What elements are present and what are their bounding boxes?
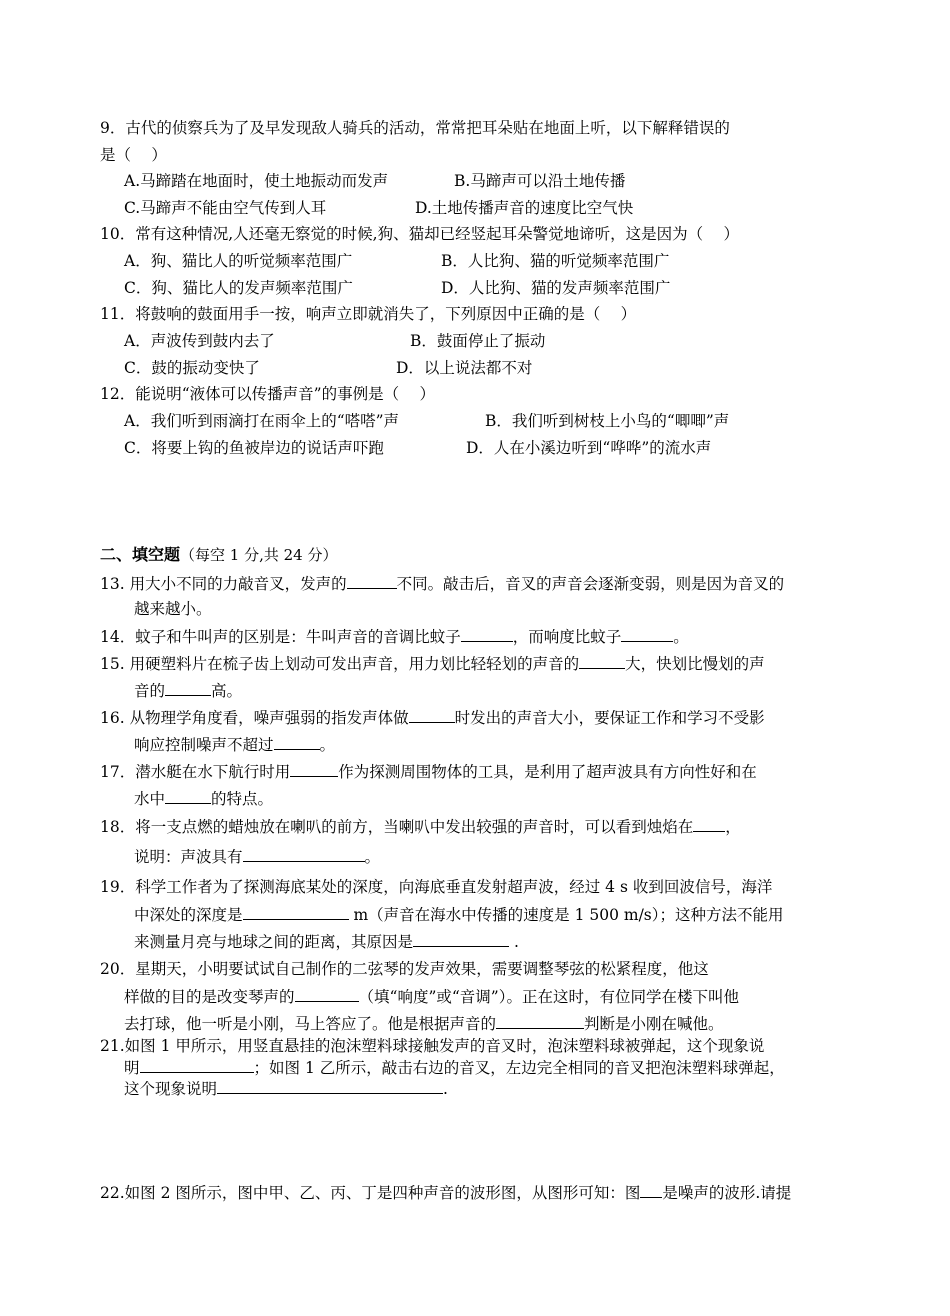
q13-line1 [100, 572, 784, 595]
q22-text-1: 22.如图 2 图所示，图中甲、乙、丙、丁是四种声音的波形图，从图形可知：图 [100, 1184, 641, 1202]
q18-text-2: ， [725, 818, 741, 836]
q21-text-1: 21.如图 1 甲所示，用竖直悬挂的泡沫塑料球接触发声的音叉时，泡沫塑料球被弹起，这个现象说 [100, 1037, 765, 1055]
q9-option-b: B.马蹄声可以沿土地传播 [454, 172, 626, 190]
q17-blank-1[interactable] [290, 760, 338, 777]
q16-text-1: 16. 从物理学角度看，噪声强弱的指发声体做 [100, 709, 409, 727]
q9-option-a: A.马蹄踏在地面时，使土地振动而发声 [124, 172, 389, 190]
q9-stem-line1: 9．古代的侦察兵为了及早发现敌人骑兵的活动，常常把耳朵贴在地面上听，以下解释错误的 [100, 119, 730, 137]
q13-text-2: 不同。敲击后，音叉的声音会逐渐变弱，则是因为音叉的 [396, 575, 785, 593]
q15-blank-1[interactable] [579, 652, 625, 669]
q15-text-1: 15. 用硬塑料片在梳子齿上划动可发出声音，用力划比轻轻划的声音的 [100, 655, 580, 673]
q21-blank-2[interactable] [217, 1077, 443, 1094]
section-heading [100, 544, 338, 566]
q21-line3 [124, 1077, 448, 1100]
q17-text-1: 17．潜水艇在水下航行时用 [100, 763, 291, 781]
q10-option-b: B．人比狗、猫的听觉频率范围广 [441, 252, 670, 270]
q18-text-1: 18．将一支点燃的蜡烛放在喇叭的前方，当喇叭中发出较强的声音时，可以看到烛焰在 [100, 818, 694, 836]
q18-blank-2[interactable] [243, 845, 365, 862]
q20-text-5: 判断是小刚在喊他。 [584, 1015, 724, 1033]
q19-line3 [134, 930, 519, 953]
q19-text-4: 来测量月亮与地球之间的距离，其原因是 [134, 933, 414, 951]
q15-line1 [100, 652, 765, 675]
q17-text-2: 作为探测周围物体的工具，是利用了超声波具有方向性好和在 [338, 763, 757, 781]
q20-text-1: 20．星期天，小明要试试自己制作的二弦琴的发声效果，需要调整琴弦的松紧程度，他这 [100, 960, 709, 978]
q20-text-3: （填“响度”或“音调”）。正在这时，有位同学在楼下叫他 [358, 988, 739, 1006]
q20-blank-2[interactable] [496, 1012, 584, 1029]
q19-blank-1[interactable] [243, 903, 349, 920]
q16-blank-2[interactable] [274, 733, 320, 750]
q20-line3 [124, 1012, 724, 1035]
q12-option-c: C．将要上钩的鱼被岸边的说话声吓跑 [124, 439, 384, 457]
q15-blank-2[interactable] [165, 679, 211, 696]
q11-stem: 11．将鼓响的鼓面用手一按，响声立即就消失了，下列原因中正确的是（ ） [100, 305, 637, 323]
q11-option-a: A．声波传到鼓内去了 [124, 332, 275, 350]
q13-text-1: 13. 用大小不同的力敲音叉，发声的 [100, 575, 347, 593]
q9-stem-line2: 是（ ） [100, 146, 167, 164]
q17-line2 [134, 787, 273, 810]
q20-blank-1[interactable] [295, 985, 359, 1002]
q17-text-3: 水中 [134, 790, 166, 808]
q20-text-4: 去打球，他一听是小刚，马上答应了。他是根据声音的 [124, 1015, 497, 1033]
q14-line1 [100, 625, 689, 648]
section-title: 二、填空题 [100, 545, 181, 564]
q16-blank-1[interactable] [409, 706, 455, 723]
q11-option-d: D．以上说法都不对 [396, 359, 533, 377]
q13-text-3: 越来越小。 [134, 600, 212, 618]
q18-line2 [134, 845, 380, 868]
q19-blank-2[interactable] [413, 930, 509, 947]
q12-option-b: B．我们听到树枝上小鸟的“唧唧”声 [485, 412, 730, 430]
q21-text-2: 明 [124, 1059, 140, 1077]
q18-line1 [100, 815, 741, 838]
q10-option-c: C．狗、猫比人的发声频率范围广 [124, 279, 353, 297]
q14-text-3: 。 [673, 628, 689, 646]
q12-option-d: D．人在小溪边听到“哗哗”的流水声 [466, 439, 712, 457]
q19-text-3: m（声音在海水中传播的速度是 1 500 m/s）；这种方法不能用 [353, 906, 784, 924]
q19-text-1: 19．科学工作者为了探测海底某处的深度，向海底垂直发射超声波，经过 4 s 收到回波信号，海洋 [100, 878, 773, 896]
section-note: （每空 1 分,共 24 分） [180, 546, 338, 564]
q21-text-5: . [443, 1080, 448, 1098]
q21-text-3: ；如图 1 乙所示，敲击右边的音叉，左边完全相同的音叉把泡沫塑料球弹起， [253, 1059, 785, 1077]
q16-text-4: 。 [319, 736, 336, 754]
q11-option-c: C．鼓的振动变快了 [124, 359, 260, 377]
q16-text-3: 响应控制噪声不超过 [134, 736, 274, 754]
q20-text-2: 样做的目的是改变琴声的 [124, 988, 295, 1006]
q11-option-b: B．鼓面停止了振动 [410, 332, 546, 350]
q16-text-2: 时发出的声音大小，要保证工作和学习不受影 [454, 709, 765, 727]
q15-text-4: 高。 [211, 682, 243, 700]
q14-text-2: ，而响度比蚊子 [512, 628, 622, 646]
q10-option-a: A．狗、猫比人的听觉频率范围广 [124, 252, 353, 270]
q12-option-a: A．我们听到雨滴打在雨伞上的“嗒嗒”声 [124, 412, 400, 430]
q13-blank-1[interactable] [347, 572, 397, 589]
q10-stem: 10．常有这种情况,人还毫无察觉的时候,狗、猫却已经竖起耳朵警觉地谛听，这是因为（ ） [100, 225, 740, 243]
q14-blank-2[interactable] [621, 625, 673, 642]
q14-text-1: 14．蚊子和牛叫声的区别是：牛叫声音的音调比蚊子 [100, 628, 461, 646]
q12-stem: 12．能说明“液体可以传播声音”的事例是（ ） [100, 385, 435, 403]
q15-text-2: 大，快划比慢划的声 [625, 655, 765, 673]
q22-blank-1[interactable] [640, 1181, 662, 1198]
q18-blank-1[interactable] [693, 815, 725, 832]
q16-line1 [100, 706, 765, 729]
q21-line2 [124, 1056, 785, 1079]
q9-option-d: D.土地传播声音的速度比空气快 [415, 199, 634, 217]
q15-text-3: 音的 [134, 682, 166, 700]
q18-text-4: 。 [364, 848, 381, 866]
q19-line2 [134, 903, 784, 926]
q14-blank-1[interactable] [461, 625, 513, 642]
q19-text-2: 中深处的深度是 [134, 906, 243, 924]
q21-text-4: 这个现象说明 [124, 1080, 218, 1098]
q15-line2 [134, 679, 242, 702]
q18-text-3: 说明：声波具有 [134, 848, 243, 866]
q17-blank-2[interactable] [165, 787, 211, 804]
q9-option-c: C.马蹄声不能由空气传到人耳 [124, 199, 327, 217]
q17-text-4: 的特点。 [211, 790, 274, 808]
q22-text-2: 是噪声的波形.请提 [662, 1184, 792, 1202]
q10-option-d: D．人比狗、猫的发声频率范围广 [441, 279, 671, 297]
q16-line2 [134, 733, 335, 756]
q17-line1 [100, 760, 757, 783]
q22-line1 [100, 1181, 791, 1204]
q19-text-5: . [513, 933, 519, 951]
q21-blank-1[interactable] [140, 1056, 254, 1073]
q20-line2 [124, 985, 739, 1008]
